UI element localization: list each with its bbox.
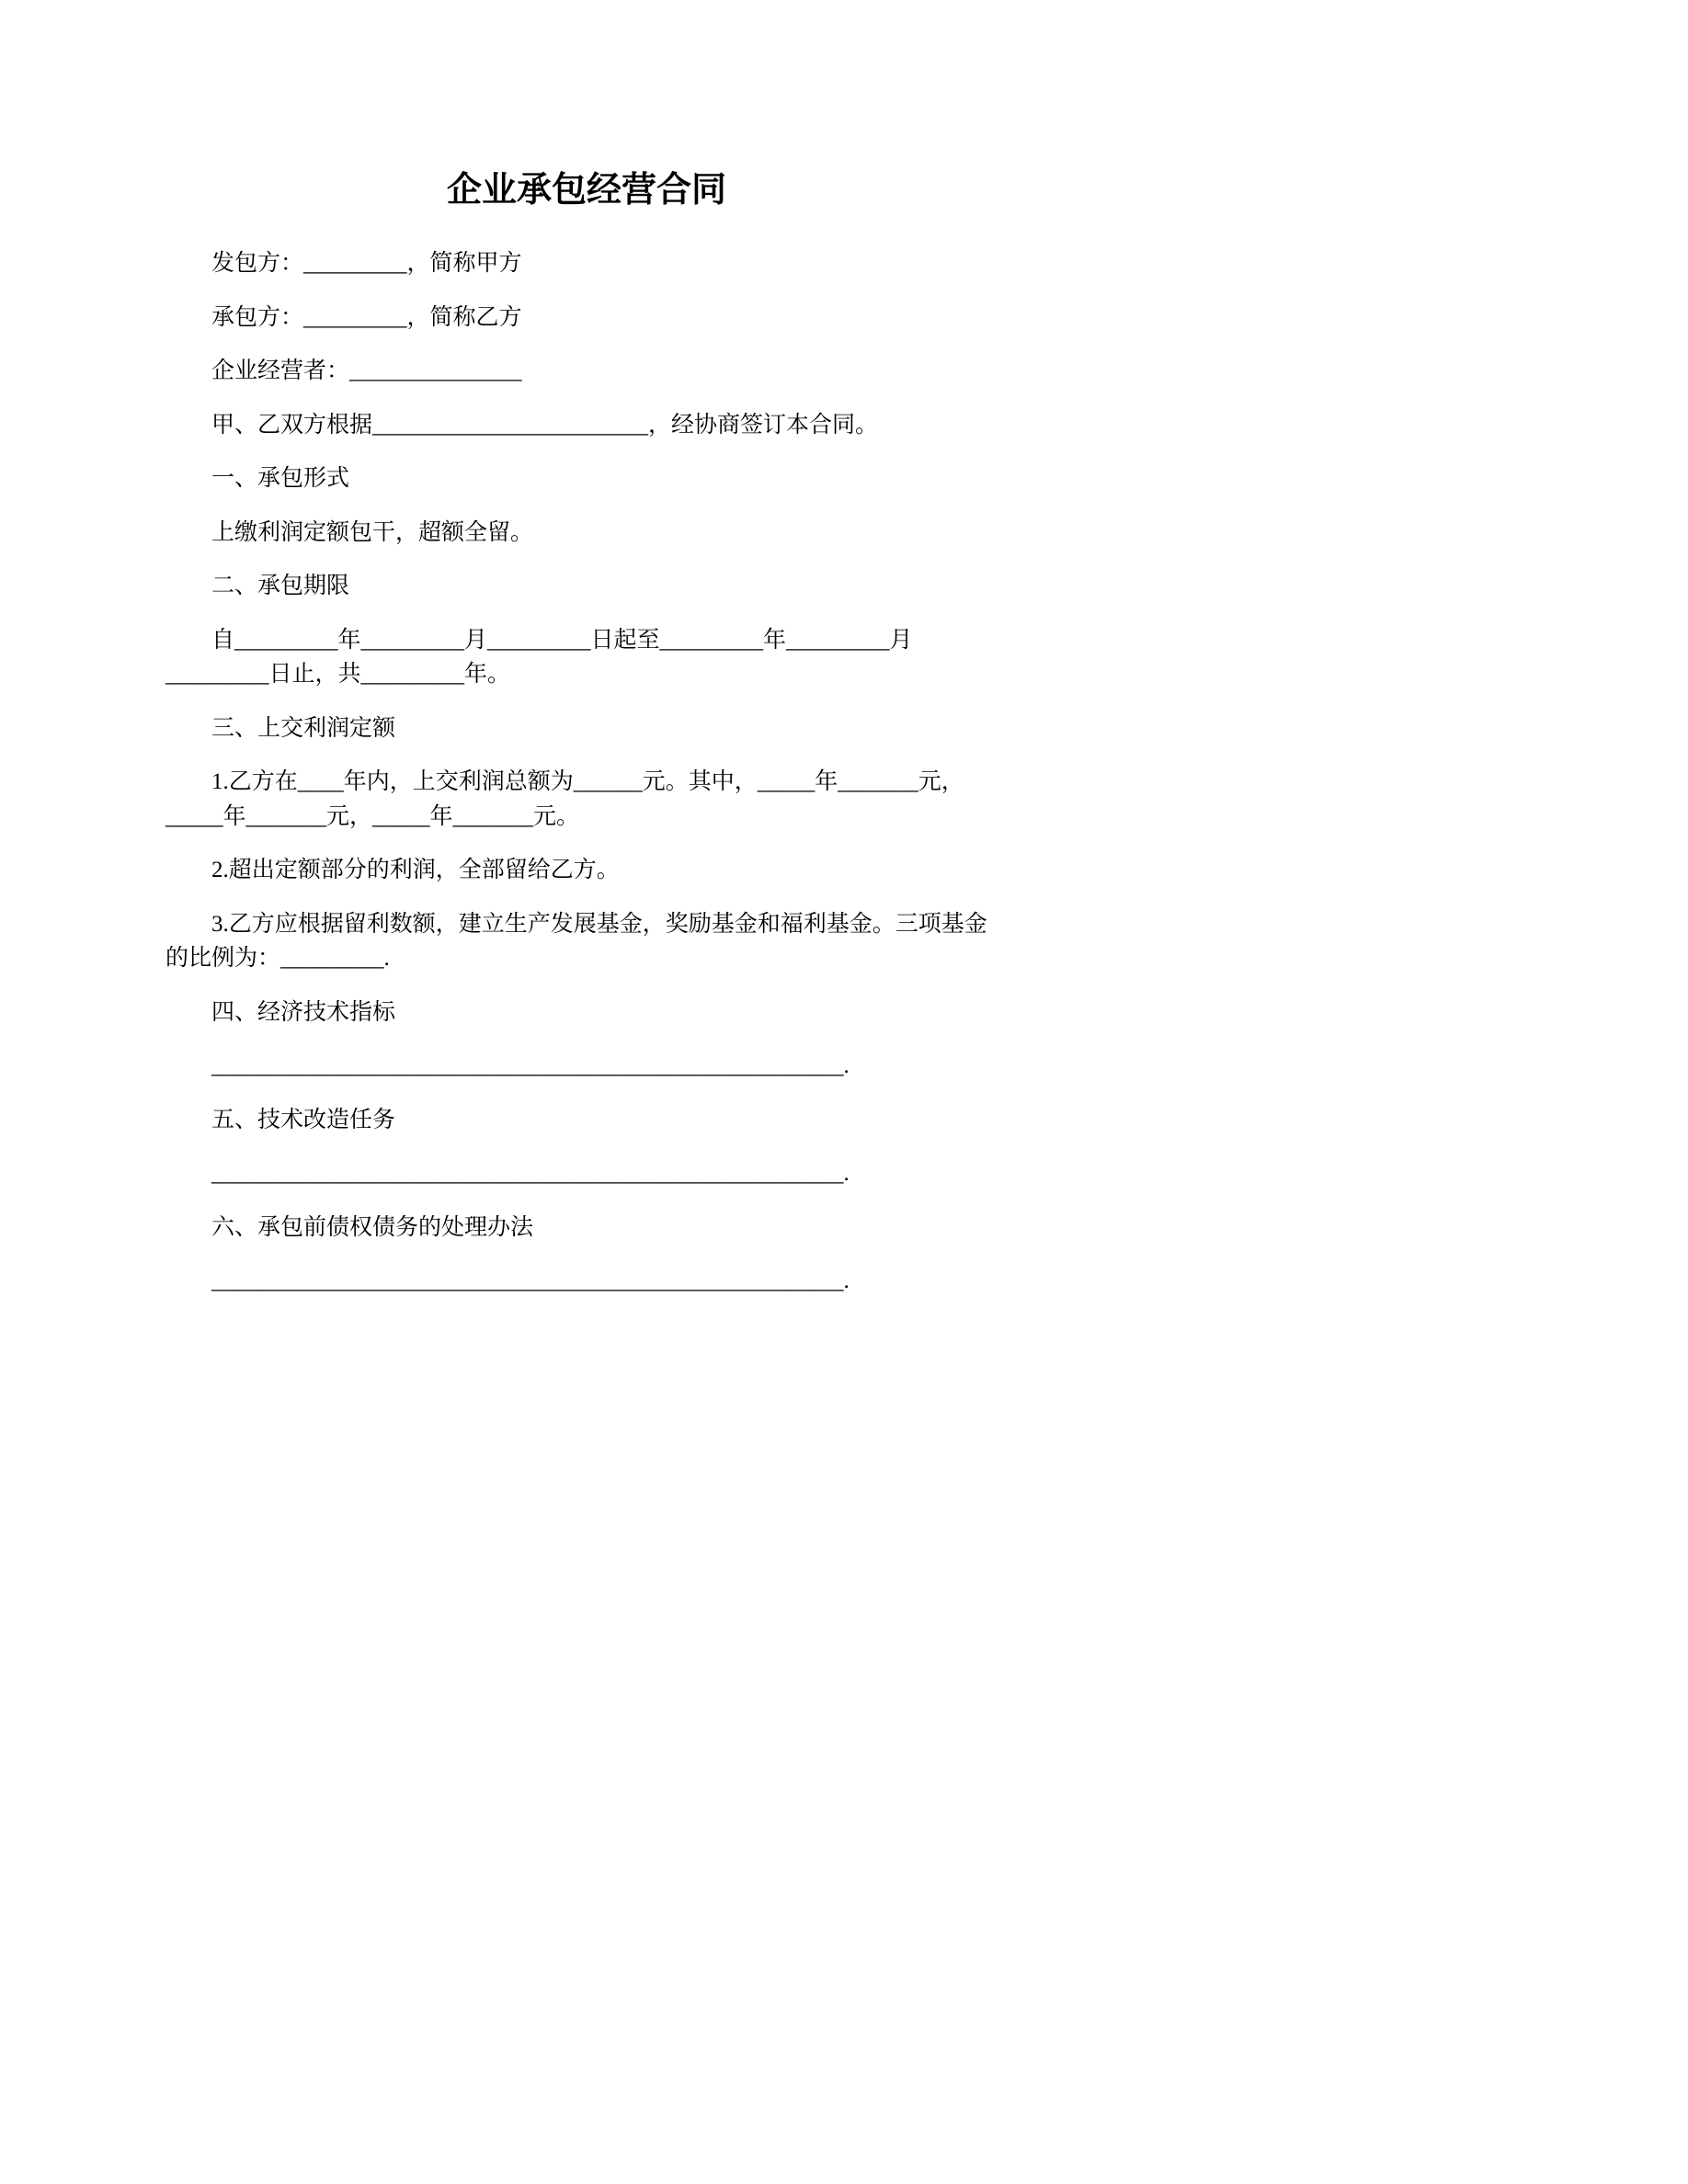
heading-section-4: 四、经济技术指标 bbox=[211, 999, 396, 1025]
document-body bbox=[165, 246, 1008, 1299]
paragraph-section-3-item-3: 3.乙方应根据留利数额，建立生产发展基金，奖励基金和福利基金。三项基金的比例为：_________. bbox=[165, 911, 987, 972]
paragraph-party-b: 承包方：_________，简称乙方 bbox=[211, 304, 522, 330]
paragraph-operator: 企业经营者：_______________ bbox=[211, 358, 522, 384]
heading-section-5: 五、技术改造任务 bbox=[211, 1107, 396, 1132]
heading-section-3: 三、上交利润定额 bbox=[211, 715, 396, 741]
heading-section-1: 一、承包形式 bbox=[211, 466, 350, 492]
paragraph-basis: 甲、乙双方根据________________________，经协商签订本合同。 bbox=[211, 412, 879, 438]
paragraph-section-4-blank: _______________________________________________________. bbox=[211, 1053, 850, 1079]
paragraph-section-1-body: 上缴利润定额包干，超额全留。 bbox=[211, 519, 534, 545]
paragraph-section-3-item-2: 2.超出定额部分的利润，全部留给乙方。 bbox=[211, 858, 620, 883]
paragraph-section-6-blank: _______________________________________________________. bbox=[211, 1268, 850, 1294]
document-title: 企业承包经营合同 bbox=[446, 171, 726, 210]
paragraph-party-a: 发包方：_________，简称甲方 bbox=[211, 251, 522, 277]
paragraph-section-3-item-1: 1.乙方在____年内，上交利润总额为______元。其中，_____年_______元，_____年_______元，_____年_______元。 bbox=[165, 769, 964, 829]
heading-section-6: 六、承包前债权债务的处理办法 bbox=[211, 1214, 534, 1240]
paragraph-section-2-body: 自_________年_________月_________日起至_________年_________月_________日止，共_________年。 bbox=[165, 627, 913, 688]
paragraph-section-5-blank: _______________________________________________________. bbox=[211, 1161, 850, 1187]
heading-section-2: 二、承包期限 bbox=[211, 574, 350, 599]
